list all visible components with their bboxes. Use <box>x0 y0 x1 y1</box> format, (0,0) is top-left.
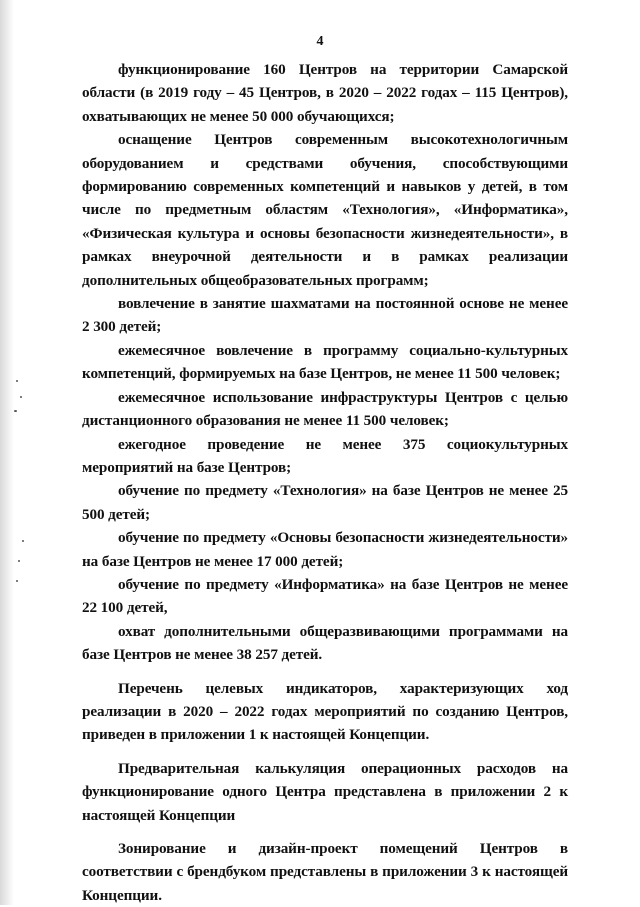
paragraph: Перечень целевых индикаторов, характеризующих ход реализации в 2020 – 2022 годах мероприятий по созданию Центров, приведен в приложении 1 к настоящей Концепции. <box>82 679 568 744</box>
scan-speck <box>22 540 24 542</box>
paragraph: вовлечение в занятие шахматами на постоянной основе не менее 2 300 детей; <box>82 295 568 336</box>
paragraph: обучение по предмету «Технология» на базе Центров не менее 25 500 детей; <box>82 482 568 523</box>
page-number: 4 <box>316 34 324 49</box>
paragraph: ежегодное проведение не менее 375 социокультурных мероприятий на базе Центров; <box>82 435 568 476</box>
scan-speck <box>20 396 22 398</box>
scan-speck <box>18 560 20 562</box>
paragraph: Предварительная калькуляция операционных расходов на функционирование одного Центра представлена в приложении 2 к настоящей Концепции <box>82 759 568 824</box>
paragraph: Зонирование и дизайн-проект помещений Центров в соответствии с брендбуком представлены в приложении 3 к настоящей Концепции. <box>82 840 568 904</box>
document-body <box>82 58 568 907</box>
scan-edge-shadow <box>0 0 14 905</box>
paragraph: оснащение Центров современным высокотехнологичным оборудованием и средствами обучения, способствующими формированию современных компетенций и навыков у детей, в том числе по предметным областям «Технология», «Информатика», «Физическая культура и основы безопасности жизнедеятельности», в рамках внеурочной деятельности и в рамках реализации дополнительных общеобразовательных программ; <box>82 131 568 289</box>
scan-speck <box>16 380 18 382</box>
scan-speck <box>14 410 17 412</box>
paragraph: охват дополнительными общеразвивающими программами на базе Центров не менее 38 257 детей. <box>82 622 568 664</box>
paragraph: обучение по предмету «Информатика» на базе Центров не менее 22 100 детей, <box>82 575 568 617</box>
paragraph: обучение по предмету «Основы безопасности жизнедеятельности» на базе Центров не менее 17 000 детей; <box>82 529 568 570</box>
paragraph: ежемесячное вовлечение в программу социально-культурных компетенций, формируемых на базе Центров, не менее 11 500 человек; <box>82 341 568 383</box>
paragraph: функционирование 160 Центров на территории Самарской области (в 2019 году – 45 Центров, в 2020 – 2022 годах – 115 Центров), охватывающих не менее 50 000 обучающихся; <box>82 61 568 125</box>
paragraph: ежемесячное использование инфраструктуры Центров с целью дистанционного образования не менее 11 500 человек; <box>82 388 568 430</box>
scan-speck <box>16 580 18 582</box>
